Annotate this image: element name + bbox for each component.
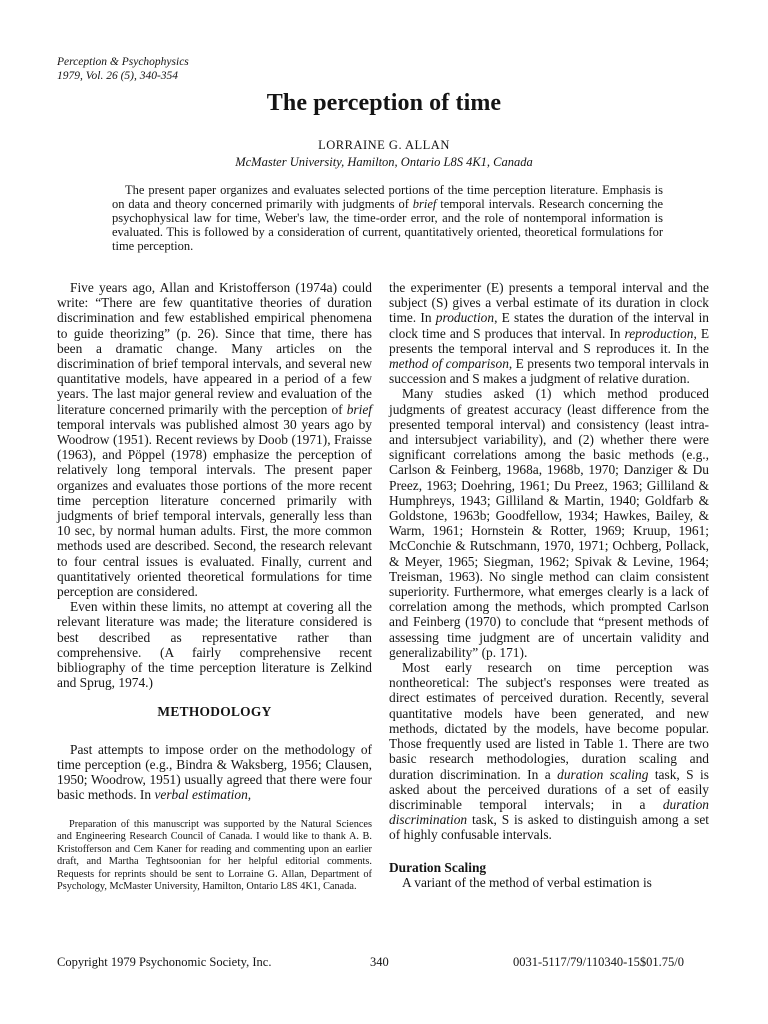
footer-copyright: Copyright 1979 Psychonomic Society, Inc. [57,955,272,969]
footer-page-number: 340 [370,955,389,969]
body-text: task, S is asked about the perceived durations of a set of easily discriminable temporal intervals; in a [389,766,709,812]
body-text: Most early research on time perception was nontheoretical: The subject's responses were treated as direct estimates of perceived duration. Recently, several quantitative models have been generated, and new methods, dictated by the models, have become popular. Those frequently used are listed in Table 1. There are two basic research methodologies, duration scaling and duration discrimination. In a [389,660,709,782]
abstract-emphasis: brief [412,197,437,211]
studies-paragraph: Many studies asked (1) which method produced judgments of greatest accuracy (least difference from the presented temporal interval) and consistency (least intra- and intersubject variability), and (2) whether there were significant correlations among the basic methods (e.g., Carlson & Feinberg, 1968a, 1968b, 1970; Danziger & Du Preez, 1963; Doehring, 1961; Du Preez, 1963; Gilliland & Humphreys, 1943; Gilliland & Martin, 1940; Goldfarb & Goldstone, 1963b; Goodfellow, 1934; Hawkes, Bailey, & Warm, 1961; Hornstein & Rotter, 1969; Kruup, 1961; McConchie & Rutschmann, 1970, 1971; Ochberg, Pollack, & Meyer, 1965; Siegman, 1962; Spivak & Levine, 1964; Treisman, 1963). No single method can claim consistent superiority. Furthermore, what emerges clearly is a lack of correlation among the methods, which prompted Carlson and Feinberg (1970) to conclude that “present methods of assessing time judgment are of uncertain validity and generalizability” (p. 171). [389,386,709,660]
methods-paragraph [389,280,709,386]
body-emphasis: verbal estimation, [154,787,252,803]
body-text: task, S is asked to distinguish among a set of highly confusable intervals. [389,812,709,843]
body-text: , E presents the temporal interval and S reproduces it. In the [389,325,709,356]
body-emphasis: duration scaling [557,766,649,782]
author-affiliation: McMaster University, Hamilton, Ontario L8S 4K1, Canada [235,155,533,169]
abstract [112,183,663,253]
paper-title: The perception of time [266,90,502,116]
body-emphasis: reproduction [624,325,694,341]
body-emphasis: production [435,310,495,326]
abstract-text: temporal intervals. Research concerning the psychophysical law for time, Weber's law, the time-order error, and the role of nontemporal information is evaluated. This is followed by a consideration of current, quantitatively oriented, theoretical formulations for time perception. [112,197,664,253]
body-text: Past attempts to impose order on the methodology of time perception (e.g., Bindra & Waksberg, 1956; Clausen, 1950; Woodrow, 1951) usually agreed that there were four basic methods. In [57,741,372,803]
journal-citation: 1979, Vol. 26 (5), 340-354 [57,70,179,82]
section-heading-duration-scaling: Duration Scaling [389,859,487,875]
body-emphasis: method of comparison [389,356,509,372]
section-heading-methodology: METHODOLOGY [157,704,272,720]
scope-paragraph: Even within these limits, no attempt at covering all the relevant literature was made; the literature considered is best described as representative rather than comprehensive. (A fairly comprehensive recent bibliography of the time perception literature is Zelkind and Sprug, 1974.) [57,599,372,691]
methodology-paragraph [57,742,372,803]
body-text: , E presents two temporal intervals in succession and S makes a judgment of relative duration. [389,356,710,387]
body-emphasis: brief [346,401,372,417]
journal-name: Perception & Psychophysics [57,56,189,68]
footer-code: 0031-5117/79/110340-15$01.75/0 [513,955,684,969]
body-text: Five years ago, Allan and Kristofferson (1974a) could write: “There are few quantitative theories of duration discrimination and few established empirical phenomena to guide theorizing” (p. 26). Since that time, there has been a dramatic change. Many articles on the discrimination of brief temporal intervals, and several new quantitative models, have appeared in a period of a few years. The last major general review and evaluation of the literature concerned primarily with the perception of [57,280,372,417]
body-text: , E states the duration of the interval in clock time and S produces that interval. In [389,310,710,341]
models-paragraph [389,660,709,842]
right-column [389,280,709,890]
duration-scaling-paragraph: A variant of the method of verbal estimation is [402,874,652,890]
left-column [57,280,372,894]
author-name: LORRAINE G. ALLAN [318,138,450,152]
intro-paragraph [57,280,372,599]
body-text: the experimenter (E) presents a temporal interval and the subject (S) gives a verbal estimate of its duration in clock time. In [389,280,709,326]
journal-header [57,55,189,83]
acknowledgment-footnote: Preparation of this manuscript was supported by the Natural Sciences and Engineering Research Council of Canada. I would like to thank A. B. Kristofferson and Cem Kaner for reading and commenting upon an earlier draft, and Martha Teghtsoonian for her helpful editorial comments. Requests for reprints should be sent to Lorraine G. Allan, Department of Psychology, McMaster University, Hamilton, Ontario L8S 4K1, Canada. [57,818,372,893]
body-emphasis: duration discrimination [389,796,709,828]
body-text: temporal intervals was published almost 30 years ago by Woodrow (1951). Recent reviews by Doob (1971), Fraisse (1963), and Pöppel (1978) emphasize the perception of relatively long temporal intervals. The present paper organizes and evaluates those portions of the more recent time perception literature concerned primarily with judgments of brief temporal intervals, generally less than 10 sec, by normal human adults. First, the more common methods used are described. Second, the research relevant to four central issues is evaluated. Finally, current and quantitatively oriented theoretical formulations for time perception are considered. [57,416,372,600]
abstract-text: The present paper organizes and evaluates selected portions of the time perception literature. Emphasis is on data and theory concerned primarily with judgments of [112,183,663,211]
